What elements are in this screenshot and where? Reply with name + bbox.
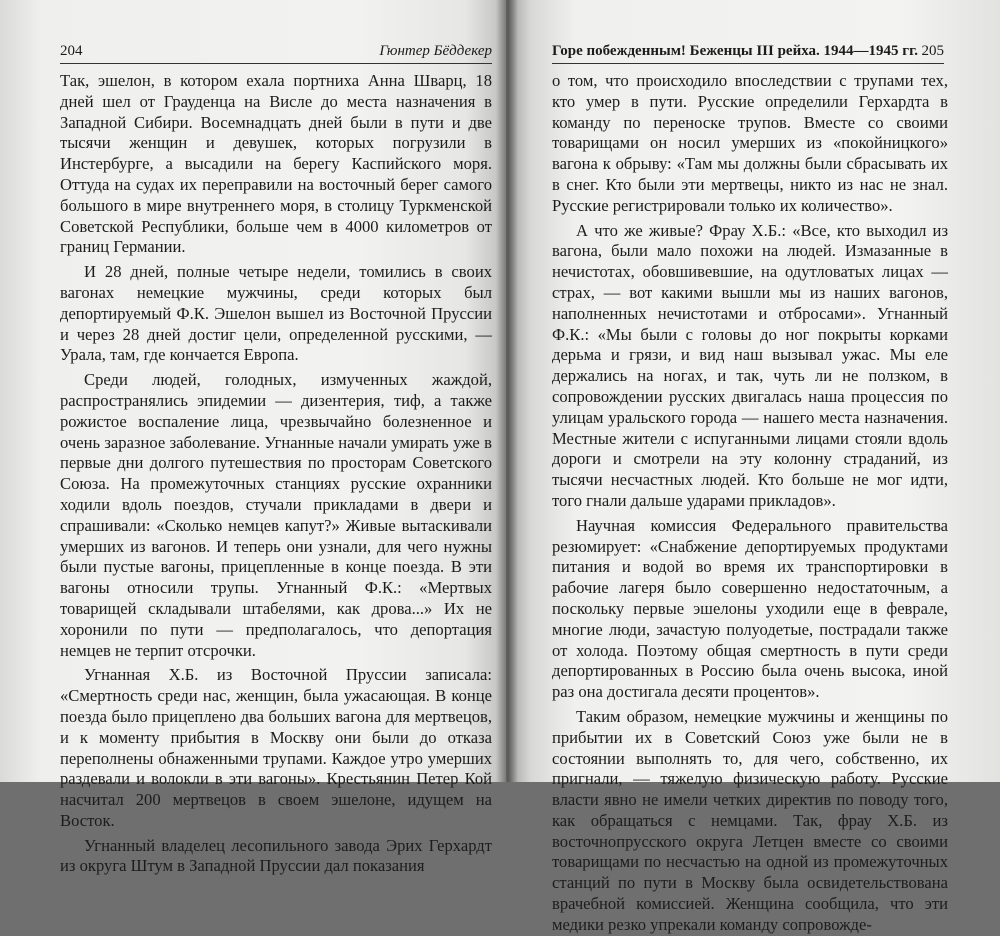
- paragraph: Угнанная Х.Б. из Восточной Пруссии записала: «Смертность среди нас, женщин, была ужасающая. В конце поезда было прицеплено два больших вагона для мертвецов, и к моменту прибытия в Москву они были до отказа переполнены обнаженными трупами. Каждое утро умерших раздевали и волокли в эти вагоны». Крестьянин Петер Кой насчитал 200 мертвецов в своем эшелоне, идущем на Восток.: [60, 665, 492, 830]
- left-running-title: Гюнтер Бёддекер: [379, 43, 492, 59]
- left-header-rule: [60, 63, 492, 64]
- left-body-text: [60, 71, 492, 877]
- right-header-rule: [552, 63, 944, 64]
- paragraph: о том, что происходило впоследствии с трупами тех, кто умер в пути. Русские определили Герхардта в команду по переноске трупов. Вместе со своими товарищами он носил умерших из «покойницкого» вагона к обрыву: «Там мы должны были сбрасывать их в снег. Кто были эти мертвецы, никто из нас не знал. Русские регистрировали только их количество».: [552, 71, 948, 215]
- right-page: [506, 0, 1000, 934]
- paragraph: А что же живые? Фрау Х.Б.: «Все, кто выходил из вагона, были мало похожи на людей. Измазанные в нечистотах, обовшивевшие, на одутловатых лицах — страх, — вот какими вышли мы из наших вагонов, наполненных нечистотами и отбросами». Угнанный Ф.К.: «Мы были с головы до ног покрыты корками дерьма и грязи, и вид наш вызывал ужас. Мы еле держались на ногах, и так, чуть ли не ползком, в сопровождении русских двигалась наша процессия по улицам уральского города — нашего места назначения. Местные жители с испуганными лицами стояли вдоль дороги и смотрели на эту колонну страданий, из тысячи несчастных людей. Кто больше не мог идти, того гнали дальше ударами прикладов».: [552, 220, 948, 510]
- paragraph: И 28 дней, полные четыре недели, томились в своих вагонах немецкие мужчины, среди которых был депортируемый Ф.К. Эшелон вышел из Восточной Пруссии и через 28 дней достиг цели, определенной русскими, — Урала, там, где кончается Европа.: [60, 262, 492, 365]
- left-page: [0, 0, 506, 876]
- left-page-number: 204: [60, 43, 83, 59]
- paragraph: Таким образом, немецкие мужчины и женщины по прибытии их в Советский Союз уже были не в состоянии выполнять то, для чего, собственно, их пригнали, — тяжелую физическую работу. Русские власти явно не имели четких директив по поводу того, как обращаться с немцами. Так, фрау Х.Б. из восточнопрусского округа Летцен вместе со своими товарищами по несчастью на одной из промежуточных станций по пути в Москву была освидетельствована врачебной комиссией. Женщина сообщила, что эти медики резко упрекали команду сопровожде-: [552, 706, 948, 934]
- book-gutter-shadow: [496, 0, 518, 782]
- paragraph: Научная комиссия Федерального правительства резюмирует: «Снабжение депортируемых продуктами питания и водой во время их транспортировки в рабочие лагеря было совершенно недостаточным, а поскольку первые эшелоны уходили еще в феврале, многие люди, зачастую полуодетые, пострадали также от холода. Поэтому общая смертность в пути среди депортированных в Россию была очень высока, иной раз она достигала десяти процентов».: [552, 515, 948, 702]
- paragraph: Среди людей, голодных, измученных жаждой, распространялись эпидемии — дизентерия, тиф, а также рожистое воспаление лица, чрезвычайно болезненное и очень заразное заболевание. Угнанные начали умирать уже в первые дни долгого путешествия по просторам Советского Союза. На промежуточных станциях русские охранники ходили вдоль поездов, стучали прикладами в двери и спрашивали: «Сколько немцев капут?» Живые вытаскивали умерших из вагонов. И теперь они узнали, для чего нужны были пустые вагоны, прицепленные в конце поезда. В эти вагоны относили трупы. Угнанный Ф.К.: «Мертвых товарищей складывали штабелями, как дрова...» Их не хоронили по пути — предполагалось, что депортация немцев не терпит отсрочки.: [60, 370, 492, 660]
- right-body-text: [552, 71, 948, 936]
- paragraph: Угнанный владелец лесопильного завода Эрих Герхардт из округа Штум в Западной Пруссии дал показания: [60, 835, 492, 876]
- right-running-title: Горе побежденным! Беженцы III рейха. 1944—1945 гг.: [552, 43, 918, 59]
- right-page-number: 205: [921, 43, 944, 59]
- paragraph: Так, эшелон, в котором ехала портниха Анна Шварц, 18 дней шел от Грауденца на Висле до места назначения в Западной Сибири. Восемнадцать дней были в пути и две тысячи женщин и девушек, которых погрузили в Инстербурге, а высадили на берегу Каспийского моря. Оттуда на судах их переправили на восточный берег самого большого в мире внутреннего моря, в столицу Туркменской Советской Республики, больше чем в 4000 километров от границ Германии.: [60, 71, 492, 257]
